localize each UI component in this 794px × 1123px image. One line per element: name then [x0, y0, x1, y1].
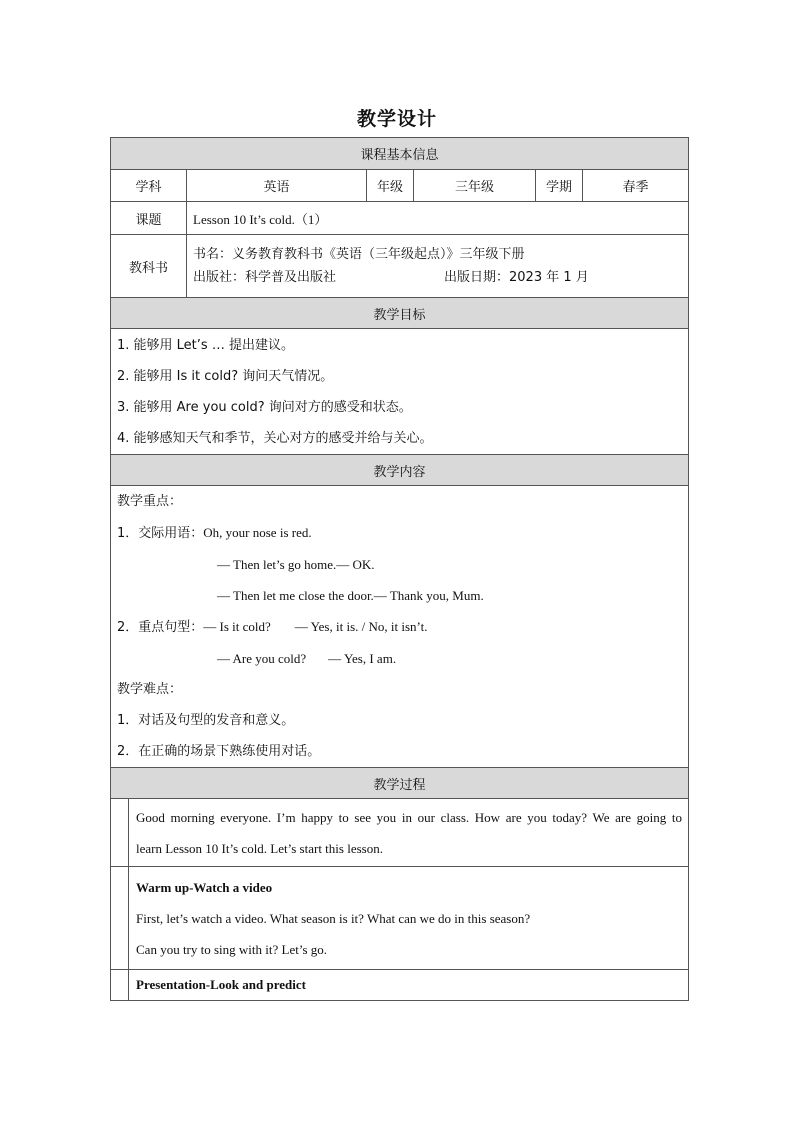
- objectives-list: [111, 329, 689, 455]
- process-side-cell: [111, 970, 129, 1001]
- subject-label: 学科: [111, 170, 187, 202]
- kp2-line2a: — Are you cold?: [217, 651, 307, 666]
- intro-line-1: Good morning everyone. I’m happy to see you in our class. How are you today? We are going to: [136, 809, 683, 825]
- intro-line-2: learn Lesson 10 It’s cold. Let’s start this lesson.: [136, 840, 383, 856]
- presentation-title: Presentation-Look and predict: [129, 970, 689, 1001]
- kp1-label: 1．交际用语：: [117, 526, 204, 541]
- publisher: 出版社：科学普及出版社: [193, 270, 337, 285]
- key-points-label: 教学重点：: [117, 494, 183, 509]
- kp1-line2: — Then let’s go home.— OK.: [217, 557, 375, 572]
- basic-info-header: 课程基本信息: [111, 138, 689, 170]
- kp2-line1b: — Yes, it is. / No, it isn’t.: [294, 619, 428, 634]
- difficult-points-label: 教学难点：: [117, 682, 183, 697]
- difficult-point-2: 2．在正确的场景下熟练使用对话。: [117, 744, 321, 759]
- process-intro: [129, 799, 689, 867]
- publisher-row: [187, 266, 688, 289]
- objective-item: 4. 能够感知天气和季节，关心对方的感受并给与关心。: [117, 430, 433, 446]
- content-header: 教学内容: [111, 455, 689, 486]
- kp2-line2b: — Yes, I am.: [328, 651, 397, 666]
- objective-item: 2. 能够用 Is it cold? 询问天气情况。: [117, 368, 334, 384]
- kp2-line1a: — Is it cold?: [203, 619, 271, 634]
- warmup-title: Warm up-Watch a video: [136, 879, 273, 895]
- key-point-2: [111, 611, 688, 643]
- kp2-label: 2．重点句型：: [117, 620, 204, 635]
- lesson-plan-table: [110, 137, 689, 1001]
- subject-value: 英语: [187, 170, 367, 202]
- document-title: 教学设计: [356, 108, 437, 130]
- key-point-1: [111, 517, 688, 549]
- book-name: 书名：义务教育教科书《英语（三年级起点）》三年级下册: [193, 247, 525, 262]
- difficult-point-1: 1．对话及句型的发音和意义。: [117, 713, 295, 728]
- warmup-line-1: First, let’s watch a video. What season is it? What can we do in this season?: [136, 910, 531, 926]
- publish-date: 出版日期：2023 年 1 月: [444, 270, 589, 285]
- term-label: 学期: [536, 170, 583, 202]
- objective-item: 3. 能够用 Are you cold? 询问对方的感受和状态。: [117, 399, 412, 415]
- textbook-label: 教科书: [111, 235, 187, 298]
- process-warmup: [129, 867, 689, 970]
- kp1-line3: — Then let me close the door.— Thank you, Mum.: [217, 588, 484, 603]
- term-value: 春季: [583, 170, 689, 202]
- textbook-info: [187, 235, 689, 298]
- topic-value: Lesson 10 It’s cold.（1）: [187, 202, 689, 235]
- objective-item: 1. 能够用 Let’s … 提出建议。: [117, 337, 294, 353]
- warmup-line-2: Can you try to sing with it? Let’s go.: [136, 941, 328, 957]
- process-header: 教学过程: [111, 768, 689, 799]
- kp2-line2: [111, 643, 688, 674]
- objectives-header: 教学目标: [111, 298, 689, 329]
- grade-label: 年级: [367, 170, 414, 202]
- process-side-cell: [111, 867, 129, 970]
- process-side-cell: [111, 799, 129, 867]
- content-body: [111, 486, 689, 768]
- topic-label: 课题: [111, 202, 187, 235]
- kp1-line1: Oh, your nose is red.: [203, 525, 312, 540]
- grade-value: 三年级: [414, 170, 536, 202]
